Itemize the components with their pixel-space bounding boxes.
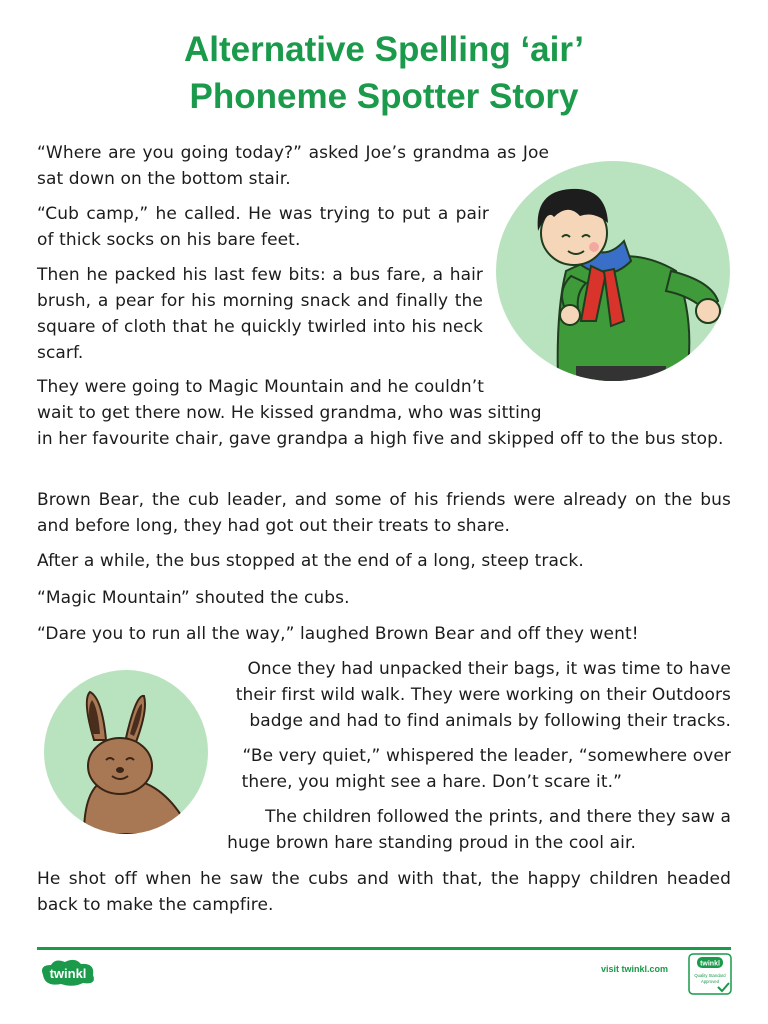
story-paragraph-9-line-3: badge and had to find animals by following their tracks. — [249, 711, 731, 731]
logo-text: twinkl — [49, 966, 87, 981]
story-paragraph-10-line-1: “Be very quiet,” whispered the leader, “somewhere over — [242, 746, 731, 766]
story-paragraph-11-line-2: huge brown hare standing proud in the cool air. — [227, 833, 636, 853]
story-paragraph-9-line-2: their first wild walk. They were working on their Outdoors — [235, 685, 731, 705]
story-paragraph-2: “Cub camp,” he called. He was trying to put a pair of thick socks on his bare feet. — [37, 204, 489, 250]
story-paragraph-3: Then he packed his last few bits: a bus fare, a hair brush, a pear for his morning snack and finally the square of cloth that he quickly twirled into his neck scarf. — [37, 265, 483, 363]
badge-text-1: Quality Standard — [694, 973, 726, 978]
badge-text-2: Approved — [701, 979, 719, 984]
story-paragraph-5: Brown Bear, the cub leader, and some of his friends were already on the bus and before long, they had got out their treats to share. — [37, 490, 731, 536]
title-line-1: Alternative Spelling ‘air’ — [183, 30, 585, 69]
title-line-2: Phoneme Spotter Story — [189, 77, 579, 116]
footer-divider — [37, 947, 731, 950]
story-paragraph-4-line-2: wait to get there now. He kissed grandma, who was sitting — [37, 403, 542, 423]
story-paragraph-1: “Where are you going today?” asked Joe’s grandma as Joe sat down on the bottom stair. — [37, 143, 549, 189]
story-paragraph-10-line-2: there, you might see a hare. Don’t scare it.” — [241, 772, 622, 792]
story-paragraph-8: “Dare you to run all the way,” laughed Brown Bear and off they went! — [37, 624, 639, 644]
story-paragraph-7: “Magic Mountain” shouted the cubs. — [37, 588, 350, 608]
story-paragraph-9-line-1: Once they had unpacked their bags, it was time to have — [247, 659, 731, 679]
hare-illustration — [44, 670, 208, 834]
story-paragraph-4-line-1: They were going to Magic Mountain and he couldn’t — [37, 377, 485, 397]
story-paragraph-11-line-1: The children followed the prints, and there they saw a — [265, 807, 731, 827]
page-title — [0, 26, 768, 120]
boy-scout-illustration — [496, 161, 730, 381]
visit-link[interactable]: visit twinkl.com — [601, 964, 669, 974]
story-paragraph-12: He shot off when he saw the cubs and with that, the happy children headed back to make the campfire. — [37, 869, 731, 915]
quality-standard-badge — [688, 953, 732, 995]
twinkl-logo[interactable] — [37, 957, 99, 987]
story-paragraph-4-line-3: in her favourite chair, gave grandpa a high five and skipped off to the bus stop. — [37, 429, 724, 449]
badge-brand: twinkl — [700, 960, 720, 968]
story-paragraph-6: After a while, the bus stopped at the end of a long, steep track. — [37, 551, 584, 571]
